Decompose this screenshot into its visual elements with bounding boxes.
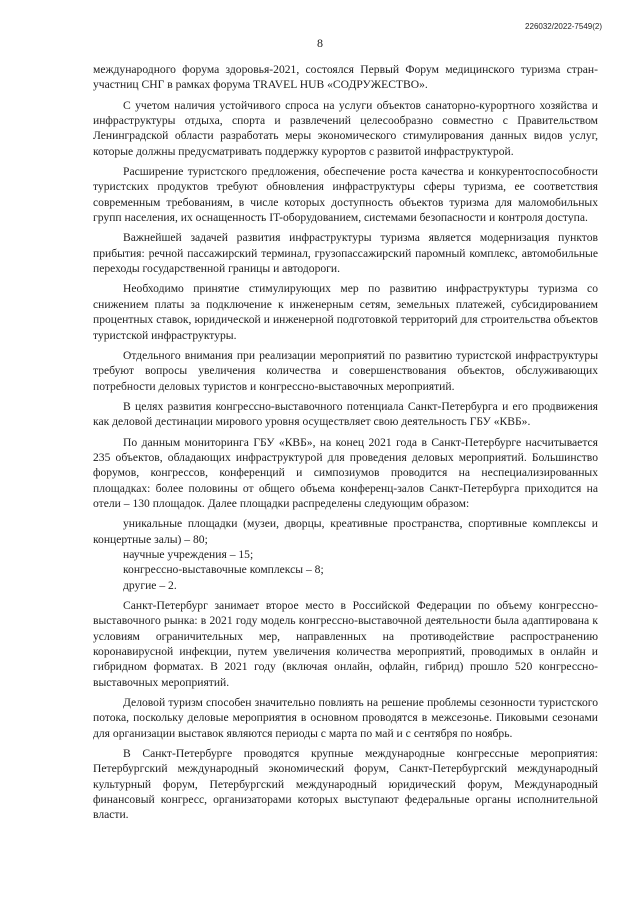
paragraph: Необходимо принятие стимулирующих мер по развитию инфраструктуры туризма со снижением платы за подключение к инженерным сетям, земельных платежей, субсидированием процентных ставок, юридической и инженерной подготовкой территорий для строительства объектов туристской инфраструктуры. (93, 282, 598, 342)
document-id: 226032/2022-7549(2) (525, 22, 602, 31)
paragraph: С учетом наличия устойчивого спроса на услуги объектов санаторно-курортного хозяйства и инфраструктуры отдыха, спорта и развлечений целесообразно совместно с Правительством Ленинградской области разработать меры экономического стимулирования данных видов услуг, которые должны предусматривать поддержку курортов с развитой инфраструктурой. (93, 98, 598, 158)
list-item: другие – 2. (123, 578, 177, 592)
paragraph: По данным мониторинга ГБУ «КВБ», на конец 2021 года в Санкт-Петербурге насчитывается 235 объектов, обладающих инфраструктурой для проведения деловых мероприятий. Большинство форумов, конгрессов, конференций и симпозиумов проводится на неспециализированных площадках: более половины от общего объема конференц-залов Санкт-Петербурга приходится на отели – 130 площадок. Далее площадки распределены следующим образом: (93, 435, 598, 510)
paragraph: В целях развития конгрессно-выставочного потенциала Санкт-Петербурга и его продвижения как деловой дестинации мирового уровня осуществляет свою деятельность ГБУ «КВБ». (93, 399, 598, 429)
paragraph: Важнейшей задачей развития инфраструктуры туризма является модернизация пунктов прибытия: речной пассажирский терминал, грузопассажирский паромный комплекс, автомобильные переходы государственной границы и автодороги. (93, 231, 598, 276)
venue-list (93, 516, 598, 593)
paragraph: Санкт-Петербург занимает второе место в Российской Федерации по объему конгрессно-выставочного рынка: в 2021 году модель конгрессно-выставочной деятельности была адаптирована к условиям ограничительных мер, направленных на противодействие распространению коронавирусной инфекции, путем увеличения количества мероприятий, проводимых в онлайн и гибридном форматах. В 2021 году (включая онлайн, офлайн, гибрид) прошло 520 конгрессно-выставочных мероприятий. (93, 599, 598, 689)
paragraph: Деловой туризм способен значительно повлиять на решение проблемы сезонности туристского потока, поскольку деловые мероприятия в основном проводятся в межсезонье. Пиковыми сезонами для организации выставок являются периоды с марта по май и с сентября по ноябрь. (93, 696, 598, 740)
paragraph: В Санкт-Петербурге проводятся крупные международные конгрессные мероприятия: Петербургский международный экономический форум, Санкт-Петербургский международный культурный форум, Петербургский международный юридический форум, Международный финансовый конгресс, организаторами которых выступают федеральные органы исполнительной власти. (93, 747, 598, 822)
list-item: конгрессно-выставочные комплексы – 8; (123, 563, 324, 577)
paragraph: международного форума здоровья-2021, состоялся Первый Форум медицинского туризма стран-участниц СНГ в рамках форума TRAVEL HUB «СОДРУЖЕСТВО». (93, 63, 598, 92)
list-item: уникальные площадки (музеи, дворцы, креативные пространства, спортивные комплексы и концертные залы) – 80; (93, 517, 598, 546)
list-item: научные учреждения – 15; (123, 547, 254, 561)
document-body (93, 62, 598, 828)
paragraph: Расширение туристского предложения, обеспечение роста качества и конкурентоспособности туристских продуктов требуют обновления инфраструктуры сферы туризма, ее соответствия современным требованиям, в числе которых доступность объектов туризма для маломобильных групп населения, их оснащенность IT-оборудованием, системами безопасности и контроля доступа. (93, 165, 598, 225)
paragraph: Отдельного внимания при реализации мероприятий по развитию туристской инфраструктуры требуют вопросы увеличения количества и совершенствования объектов, обслуживающих потребности деловых туристов и конгрессно-выставочных мероприятий. (93, 348, 598, 393)
page-number: 8 (317, 36, 323, 50)
